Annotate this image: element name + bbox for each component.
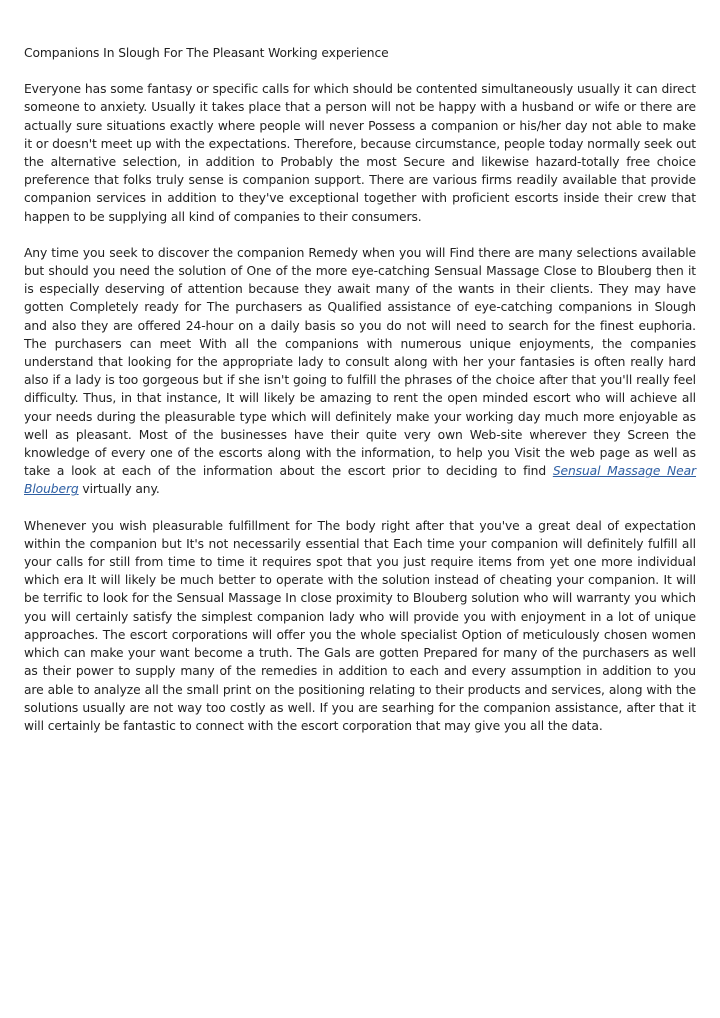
document-title: Companions In Slough For The Pleasant Working experience	[24, 46, 389, 60]
paragraph-remedy-text: Any time you seek to discover the companion Remedy when you will Find there are many selections available but should you need the solution of One of the more eye-catching Sensual Massage Close to Blouberg then it is especially deserving of attention because they await many of the wants in their clients. They may have gotten Completely ready for The purchasers as Qualified assistance of eye-catching companions in Slough and also they are offered 24-hour on a daily basis so you do not will need to search for the finest euphoria. The purchasers can meet With all the companions with numerous unique enjoyments, the companies understand that looking for the appropriate lady to consult along with her your fantasies is often really hard also if a lady is too gorgeous but if she isn't going to fulfill the phrases of the choice after that you'll really feel difficulty. Thus, in that instance, It will likely be amazing to rent the open minded escort who will achieve all your needs during the pleasurable type which will definitely make your working day much more enjoyable as well as pleasant. Most of the businesses have their quite very own Web-site wherever they Screen the knowledge of every one of the escorts along with the information, to help you Visit the web page as well as take a look at each of the information about the escort prior to deciding to find	[24, 245, 696, 479]
paragraph-remedy-tail: virtually any.	[78, 482, 160, 497]
paragraph-intro-text: Everyone has some fantasy or specific calls for which should be contented simultaneously usually it can direct someone to anxiety. Usually it takes place that a person will not be happy with a husband or wife or there are actually sure situations exactly where people will never Possess a companion or his/her day not able to make it or doesn't meet up with the expectations. Therefore, because circumstance, people today normally seek out the alternative selection, in addition to Probably the most Secure and likewise hazard-totally free choice preference that folks truly sense is companion support. There are various firms readily available that provide companion services in addition to they've exceptional together with proficient escorts inside their crew that happen to be supplying all kind of companies to their consumers.	[24, 82, 696, 224]
document-page	[24, 44, 696, 753]
paragraph-remedy	[24, 244, 696, 499]
sensual-massage-link[interactable]: Sensual Massage Near Blouberg	[24, 464, 697, 497]
paragraph-intro	[24, 80, 696, 226]
paragraph-fulfillment	[24, 517, 696, 735]
paragraph-fulfillment-text: Whenever you wish pleasurable fulfillment for The body right after that you've a great deal of expectation within the companion but It's not necessarily essential that Each time your companion will definitely fulfill all your calls for still from time to time it requires spot that you just require items from yet one more individual which era It will likely be much better to operate with the solution instead of cheating your companion. It will be terrific to look for the Sensual Massage In close proximity to Blouberg solution who will warranty you which you will certainly satisfy the simplest companion lady who will provide you with enjoyment in a lot of unique approaches. The escort corporations will offer you the whole specialist Option of meticulously chosen women which can make your want become a truth. The Gals are gotten Prepared for many of the purchasers as well as their power to supply many of the remedies in addition to each and every assumption in addition to you are able to analyze all the small print on the positioning relating to their products and services, along with the solutions usually are not way too costly as well. If you are searhing for the companion assistance, after that it will certainly be fantastic to connect with the escort corporation that may give you all the data.	[24, 518, 696, 733]
